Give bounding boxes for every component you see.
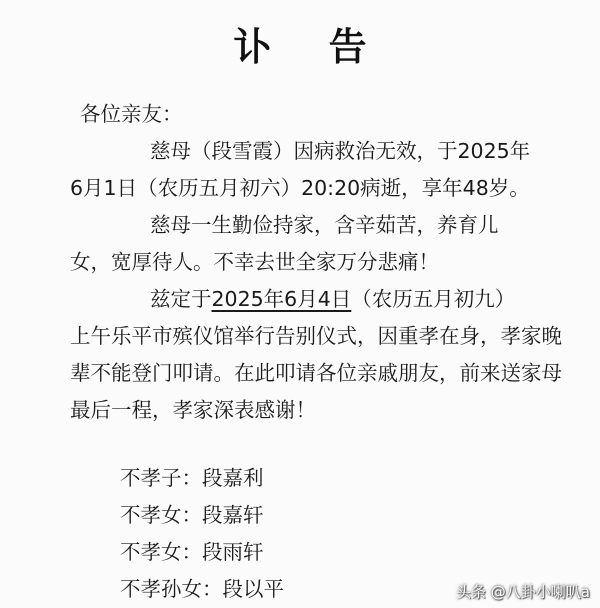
para3-prefix: 兹定于 xyxy=(150,287,212,311)
signature-granddaughter: 不孝孙女：段以平 xyxy=(120,577,284,601)
ceremony-date: 2025年6月4日 xyxy=(211,287,352,311)
para1-line2: 6月1日（农历五月初六）20:20病逝，享年48岁。 xyxy=(70,176,530,200)
para3-suffix: （农历五月初九） xyxy=(351,287,516,311)
para1-line1: 慈母（段雪霞）因病救治无效，于2025年 xyxy=(150,139,531,163)
signature-daughter-1: 不孝女：段嘉轩 xyxy=(120,503,264,527)
para3-line1 xyxy=(150,285,515,313)
para3-line3: 辈不能登门叩请。在此叩请各位亲戚朋友，前来送家母 xyxy=(70,361,562,385)
para2-line1: 慈母一生勤俭持家，含辛茹苦，养育儿 xyxy=(150,213,499,237)
signature-son: 不孝子：段嘉利 xyxy=(120,466,264,490)
greeting: 各位亲友： xyxy=(80,102,183,126)
para2-line2: 女，宽厚待人。不幸去世全家万分悲痛！ xyxy=(70,250,439,274)
para3-line4: 最后一程，孝家深表感谢！ xyxy=(70,398,316,422)
notice-title: 讣 告 xyxy=(233,25,389,69)
signature-daughter-2: 不孝女：段雨轩 xyxy=(120,540,264,564)
para3-line2: 上午乐平市殡仪馆举行告别仪式，因重孝在身，孝家晚 xyxy=(70,324,562,348)
source-watermark: 头条 @八卦小喇叭a xyxy=(456,583,590,601)
